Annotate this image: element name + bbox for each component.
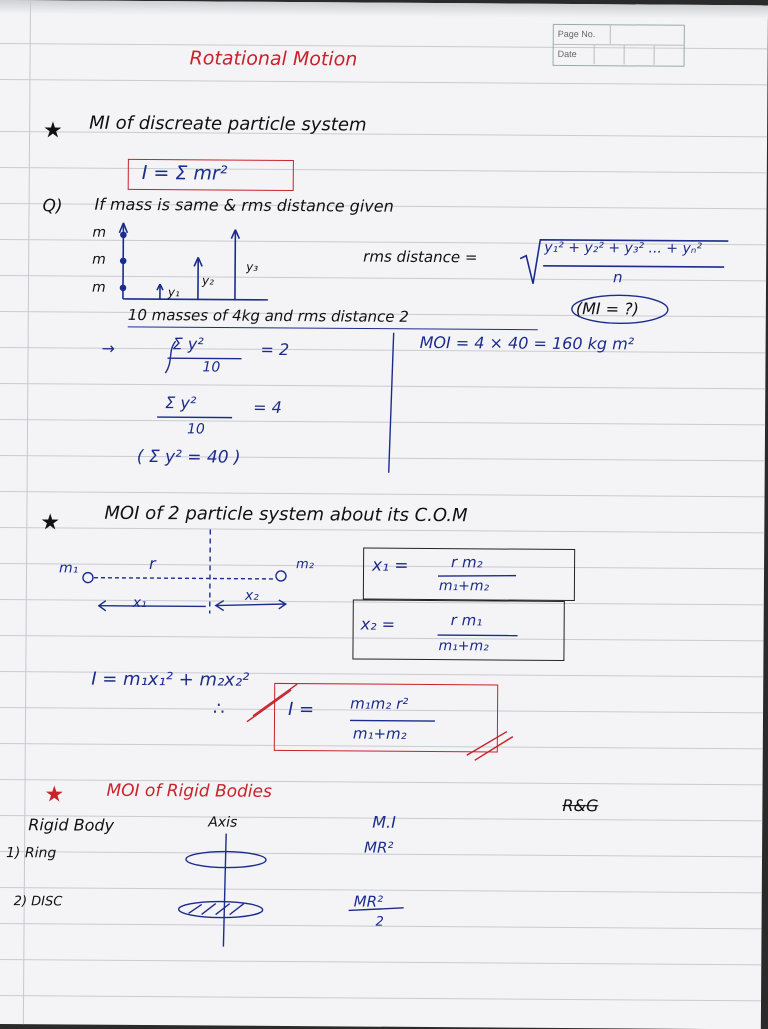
- row-ring-mi: MR²: [364, 839, 394, 857]
- step1-equals: = 2: [261, 340, 290, 359]
- x1-numerator: r m₂: [451, 553, 483, 571]
- section3-heading: MOI of Rigid Bodies: [106, 781, 272, 802]
- distance-x2-label: x₂: [245, 588, 259, 604]
- particle-m1-label: m₁: [59, 560, 78, 576]
- page-no-row: [554, 25, 684, 46]
- page-no-cell-divider: [610, 25, 611, 44]
- diagram-y1: y₁: [168, 285, 180, 299]
- diagram-mass-mid: m: [92, 252, 106, 268]
- star-icon: ★: [40, 510, 60, 535]
- x1-denominator: m₁+m₂: [439, 578, 489, 594]
- step3-result: ( Σ y² = 40 ): [137, 447, 241, 468]
- x1-lhs: x₁ =: [372, 556, 409, 576]
- distance-x1-label: x₁: [133, 595, 147, 611]
- step1-numerator: Σ y²: [173, 334, 204, 353]
- final-lhs: I =: [288, 699, 314, 720]
- section1-heading: MI of discreate particle system: [89, 113, 367, 136]
- moi-result: MOI = 4 × 40 = 160 kg m²: [420, 333, 635, 353]
- step1-denominator: 10: [202, 359, 220, 375]
- final-denominator: m₁+m₂: [353, 724, 407, 742]
- date-cell-divider-1: [594, 45, 595, 64]
- date-label: Date: [558, 49, 577, 59]
- page-no-label: Page No.: [558, 29, 596, 39]
- x2-lhs: x₂ =: [361, 615, 396, 634]
- date-row: [554, 45, 684, 65]
- step2-numerator: Σ y²: [165, 393, 196, 412]
- section2-heading: MOI of 2 particle system about its C.O.M: [104, 503, 467, 527]
- margin-line: [23, 0, 31, 1024]
- question-text: If mass is same & rms distance given: [95, 195, 394, 216]
- step2-denominator: 10: [187, 421, 205, 437]
- page-title: Rotational Motion: [190, 47, 358, 70]
- step2-fraction-bar: [157, 417, 232, 418]
- mi-query: (MI = ?): [576, 299, 639, 318]
- page-top-shadow: [0, 0, 768, 19]
- column-axis: Axis: [208, 814, 237, 830]
- rms-numerator: y₁² + y₂² + y₃² ... + yₙ²: [544, 240, 702, 257]
- date-cell-divider-2: [624, 45, 625, 64]
- star-icon: ★: [44, 782, 64, 807]
- rms-denominator: n: [613, 268, 623, 286]
- distance-r-label: r: [149, 554, 156, 573]
- column-mi: M.I: [372, 813, 396, 832]
- row-disc-mi-denominator: 2: [376, 915, 384, 930]
- x2-denominator: m₁+m₂: [438, 638, 488, 654]
- column-divider: [389, 333, 394, 473]
- page-date-box: [553, 24, 685, 67]
- date-cell-divider-3: [654, 46, 655, 65]
- struck-text: R&G: [562, 796, 598, 815]
- therefore-symbol: ∴: [213, 699, 225, 720]
- question-2: 10 masses of 4kg and rms distance 2: [128, 306, 409, 326]
- diagram-mass-top: m: [92, 225, 106, 241]
- diagram-y3: y₃: [246, 260, 258, 274]
- question2-underline: [128, 327, 538, 330]
- diagram-mass-bottom: m: [92, 280, 106, 296]
- x2-numerator: r m₁: [451, 611, 483, 629]
- rms-label: rms distance =: [363, 248, 477, 267]
- star-icon: ★: [43, 118, 63, 143]
- inertia-equation: I = m₁x₁² + m₂x₂²: [91, 669, 249, 691]
- row-ring-name: 1) Ring: [6, 845, 56, 861]
- diagram-y2: y₂: [202, 273, 214, 287]
- row-disc-mi-numerator: MR²: [354, 892, 384, 910]
- final-numerator: m₁m₂ r²: [350, 694, 408, 712]
- step2-equals: = 4: [253, 398, 282, 417]
- particle-m2-label: m₂: [296, 557, 314, 572]
- formula-moi: I = Σ mr²: [142, 162, 228, 185]
- step1-arrow: →: [102, 339, 116, 358]
- column-rigid-body: Rigid Body: [28, 815, 114, 835]
- question-label: Q): [42, 196, 62, 216]
- row-disc-name: 2) DISC: [14, 894, 63, 909]
